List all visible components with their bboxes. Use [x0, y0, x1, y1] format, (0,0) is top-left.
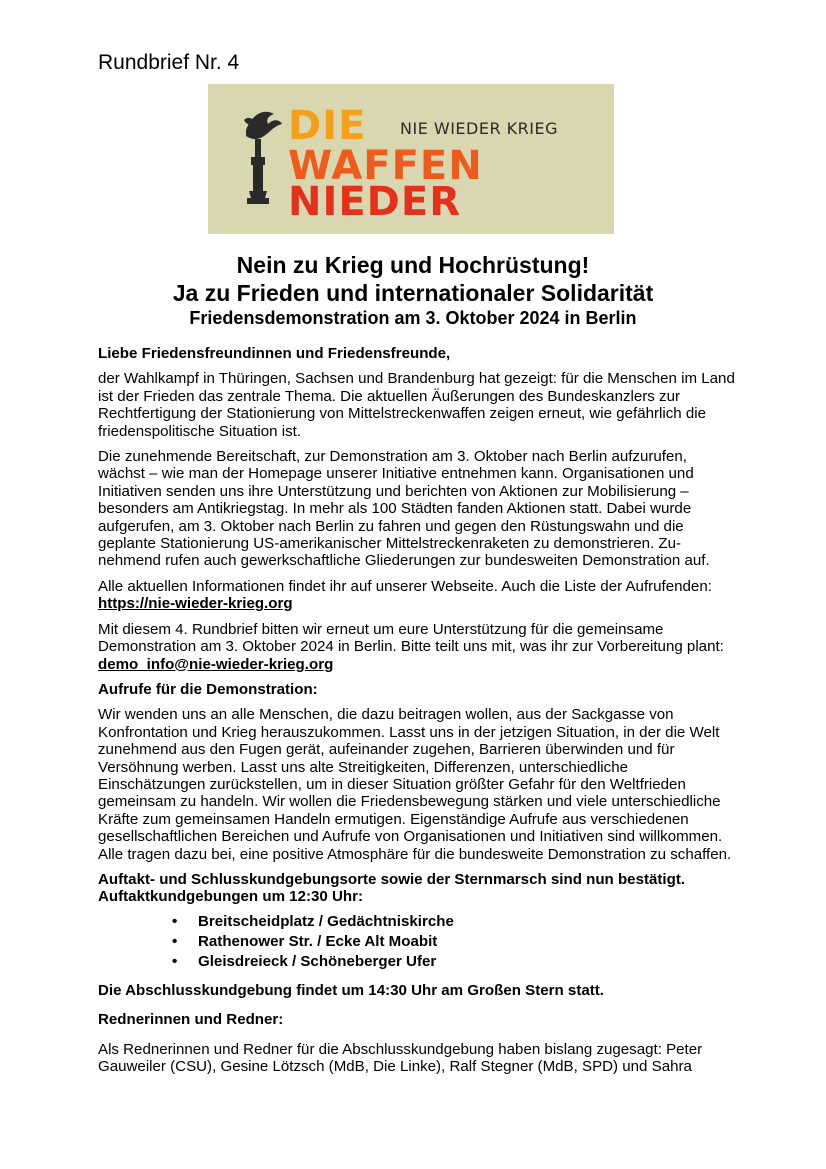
section-heading-aufrufe: Aufrufe für die Demonstration: [98, 680, 318, 698]
list-item [98, 952, 738, 972]
email-link[interactable]: demo_info@nie-wieder-krieg.org [98, 655, 334, 673]
logo-word-die: DIE [288, 103, 367, 149]
confirmation [98, 871, 738, 906]
paragraph-1: der Wahlkampf in Thüringen, Sachsen und Brandenburg hat gezeigt: für die Menschen im Land ist der Frieden das zentrale Thema. Die aktuellen Äußerungen des Bundeskanzlers zur Rechtfertigung der Stationierung von Mittelstreckenwaffen zeigen erneut, wie gefährlich die friedenspolitische Situation ist. [98, 370, 735, 440]
confirmation-line-2: Auftaktkundgebungen um 12:30 Uhr: [98, 888, 363, 906]
headline-line-3: Friedensdemonstration am 3. Oktober 2024 in Berlin [189, 308, 637, 328]
letter-body [98, 345, 738, 1083]
bullet-icon: • [172, 932, 178, 950]
section-heading-redner: Rednerinnen und Redner: [98, 1011, 284, 1029]
headline-line-2: Ja zu Frieden und internationaler Solidarität [172, 280, 654, 306]
greeting: Liebe Friedensfreundinnen und Friedensfreunde, [98, 345, 451, 362]
location-label: Gleisdreieck / Schöneberger Ufer [198, 952, 437, 970]
location-label: Rathenower Str. / Ecke Alt Moabit [198, 932, 438, 950]
location-list [98, 912, 738, 972]
newsletter-label: Rundbrief Nr. 4 [98, 51, 240, 74]
logo [208, 84, 614, 234]
paragraph-2: Die zunehmende Bereitschaft, zur Demonstration am 3. Oktober nach Berlin aufzurufen, wächst – wie man der Homepage unserer Initiative entnehmen kann. Organisationen und Initiativen senden uns ihre Unterstützung und berichten von Aktionen zur Mobilisierung – besonders am Antikriegstag. In mehr als 100 Städten fanden Aktionen statt. Dabei wurde aufgerufen, am 3. Oktober nach Berlin zu fahren und gegen den Rüstungswahn und die geplante Stationierung US-amerikanischer Mittelstreckenraketen zu demonstrieren. Zu-nehmend rufen auch gewerkschaftliche Gliederungen zur bundesweiten Demonstration auf. [98, 448, 710, 570]
paragraph-4 [98, 621, 738, 673]
list-item [98, 912, 738, 932]
bullet-icon: • [172, 952, 178, 970]
logo-subtitle: NIE WIEDER KRIEG [400, 119, 558, 138]
list-item [98, 932, 738, 952]
final-rally: Die Abschlusskundgebung findet um 14:30 Uhr am Großen Stern statt. [98, 981, 604, 999]
logo-word-waffen: WAFFEN [288, 143, 483, 189]
headline-line-1: Nein zu Krieg und Hochrüstung! [236, 252, 590, 278]
paragraph-3 [98, 578, 738, 613]
paragraph-5: Wir wenden uns an alle Menschen, die dazu beitragen wollen, aus der Sackgasse von Konfrontation und Krieg herauszukommen. Lasst uns in der jetzigen Situation, in der die Welt zunehmend aus den Fugen gerät, aufeinander zugehen, Barrieren überwinden und für Versöhnung werben. Lasst uns alte Streitigkeiten, Differenzen, unterschiedliche Einschätzungen zurückstellen, um in dieser Situation größter Gefahr für den Weltfrieden gemeinsam zu handeln. Wir wollen die Friedensbewegung stärken und viele unterschiedliche Kräfte zum gemeinsamen Handeln ermutigen. Eigenständige Aufrufe aus verschiedenen gesellschaftlichen Bereichen und Aufrufe von Organisationen und Initiativen sind willkommen. Alle tragen dazu bei, eine positive Atmosphäre für die bundesweite Demonstration zu schaffen. [98, 706, 732, 863]
logo-word-nieder: NIEDER [288, 179, 462, 225]
paragraph-4-text: Mit diesem 4. Rundbrief bitten wir erneut um eure Unterstützung für die gemeinsame Demonstration am 3. Oktober 2024 in Berlin. Bitte teilt uns mit, was ihr zur Vorbereitung plant: [98, 620, 724, 656]
website-link[interactable]: https://nie-wieder-krieg.org [98, 595, 293, 613]
location-label: Breitscheidplatz / Gedächtniskirche [198, 912, 454, 930]
paragraph-6: Als Rednerinnen und Redner für die Abschlusskundgebung haben bislang zugesagt: Peter Gauweiler (CSU), Gesine Lötzsch (MdB, Die Linke), Ralf Stegner (MdB, SPD) und Sahra [98, 1040, 703, 1075]
paragraph-3-text: Alle aktuellen Informationen findet ihr auf unserer Webseite. Auch die Liste der Aufrufenden: [98, 577, 712, 595]
confirmation-line-1: Auftakt- und Schlusskundgebungsorte sowie der Sternmarsch sind nun bestätigt. [98, 870, 686, 888]
bullet-icon: • [172, 912, 178, 930]
